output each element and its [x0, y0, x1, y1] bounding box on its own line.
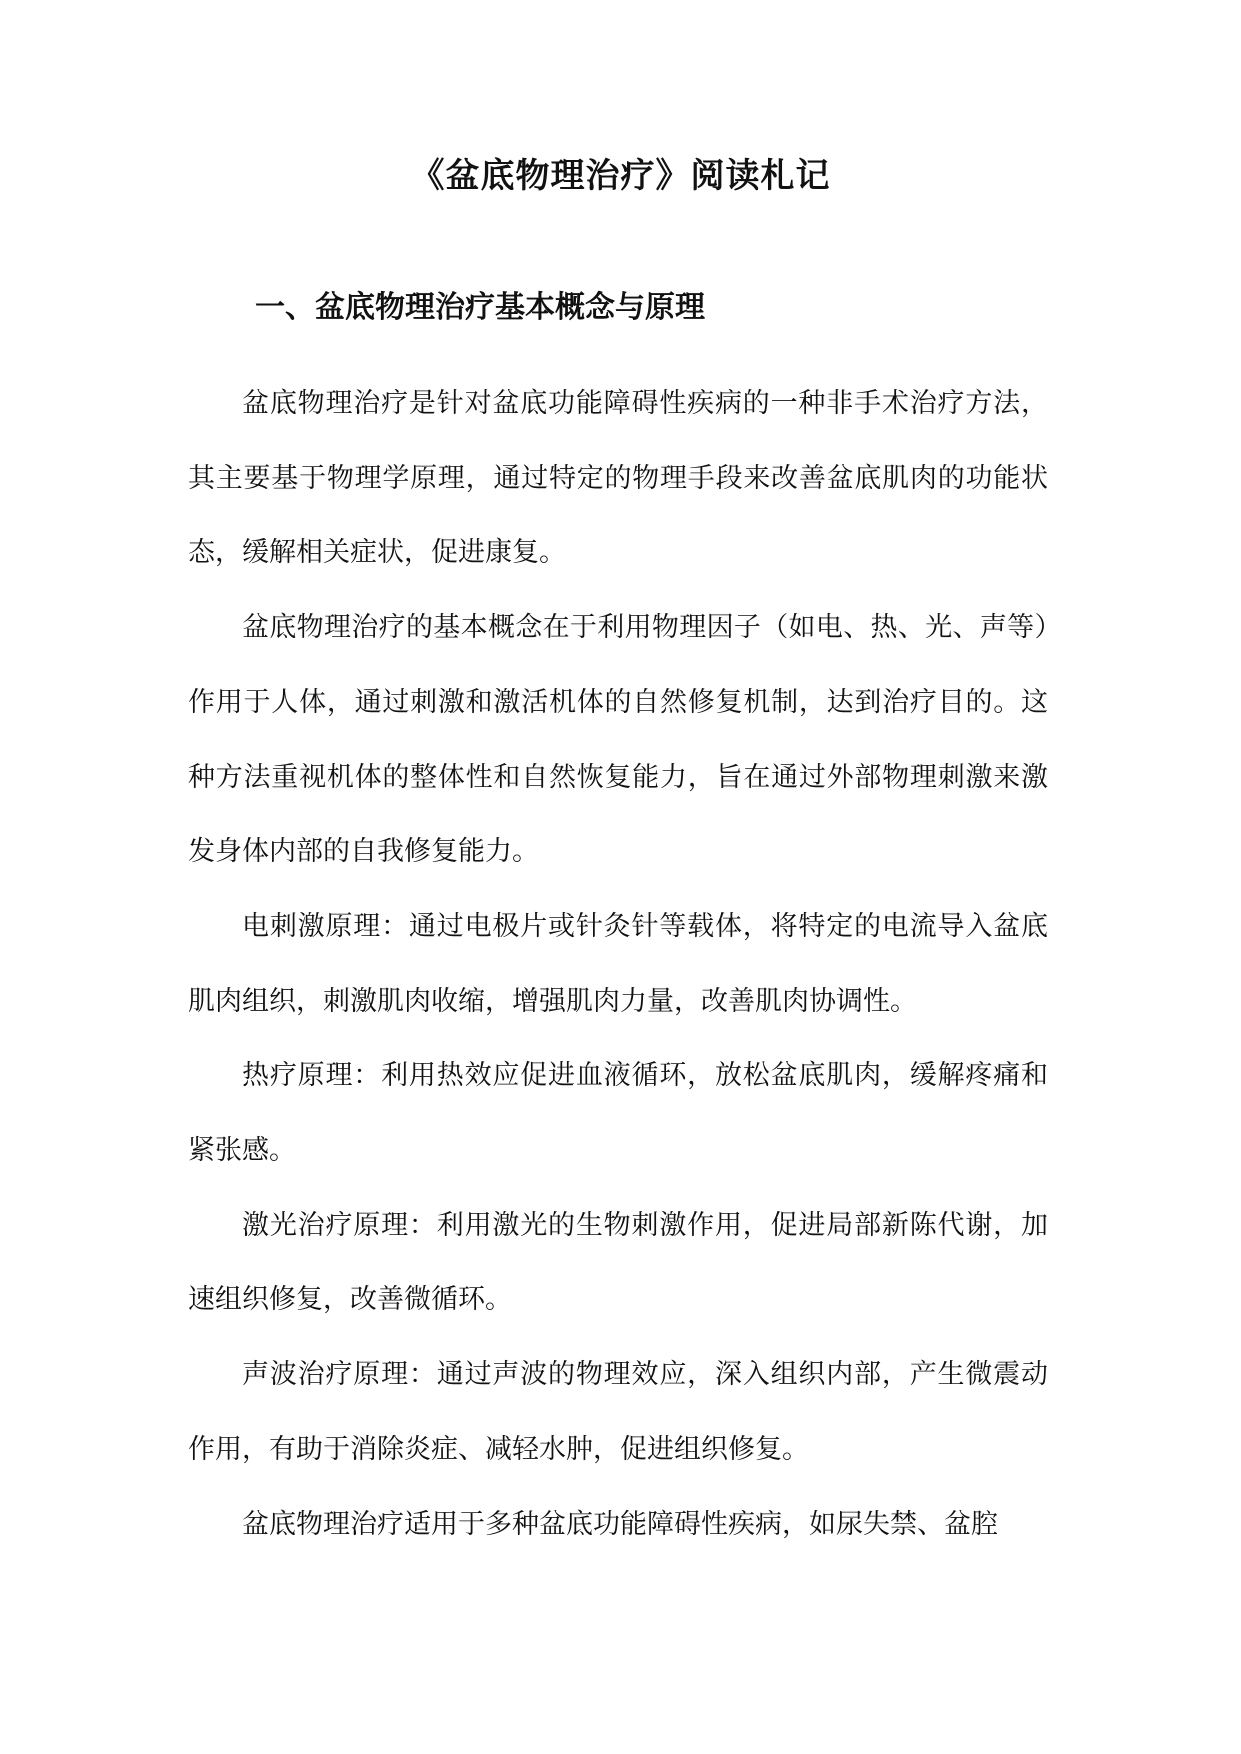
paragraph-intro: 盆底物理治疗是针对盆底功能障碍性疾病的一种非手术治疗方法，其主要基于物理学原理，通过特定的物理手段来改善盆底肌肉的功能状态，缓解相关症状，促进康复。: [188, 388, 1048, 569]
paragraph-laser-therapy: 激光治疗原理：利用激光的生物刺激作用，促进局部新陈代谢，加速组织修复，改善微循环。: [188, 1209, 1048, 1316]
document-title: 《盆底物理治疗》阅读札记: [410, 156, 831, 196]
paragraph-concept: 盆底物理治疗的基本概念在于利用物理因子（如电、热、光、声等）作用于人体，通过刺激和激活机体的自然修复机制，达到治疗目的。这种方法重视机体的整体性和自然恢复能力，旨在通过外部物理刺激来激发身体内部的自我修复能力。: [188, 612, 1048, 868]
paragraph-heat-therapy: 热疗原理：利用热效应促进血液循环，放松盆底肌肉，缓解疼痛和紧张感。: [188, 1060, 1048, 1167]
paragraph-applications: 盆底物理治疗适用于多种盆底功能障碍性疾病，如尿失禁、盆腔: [242, 1508, 998, 1540]
section-heading: 一、盆底物理治疗基本概念与原理: [255, 290, 705, 325]
body-text: [188, 367, 1048, 1562]
paragraph-electrical-stimulation: 电刺激原理：通过电极片或针灸针等载体，将特定的电流导入盆底肌肉组织，刺激肌肉收缩，增强肌肉力量，改善肌肉协调性。: [188, 910, 1048, 1017]
paragraph-sound-wave-therapy: 声波治疗原理：通过声波的物理效应，深入组织内部，产生微震动作用，有助于消除炎症、减轻水肿，促进组织修复。: [188, 1359, 1048, 1465]
